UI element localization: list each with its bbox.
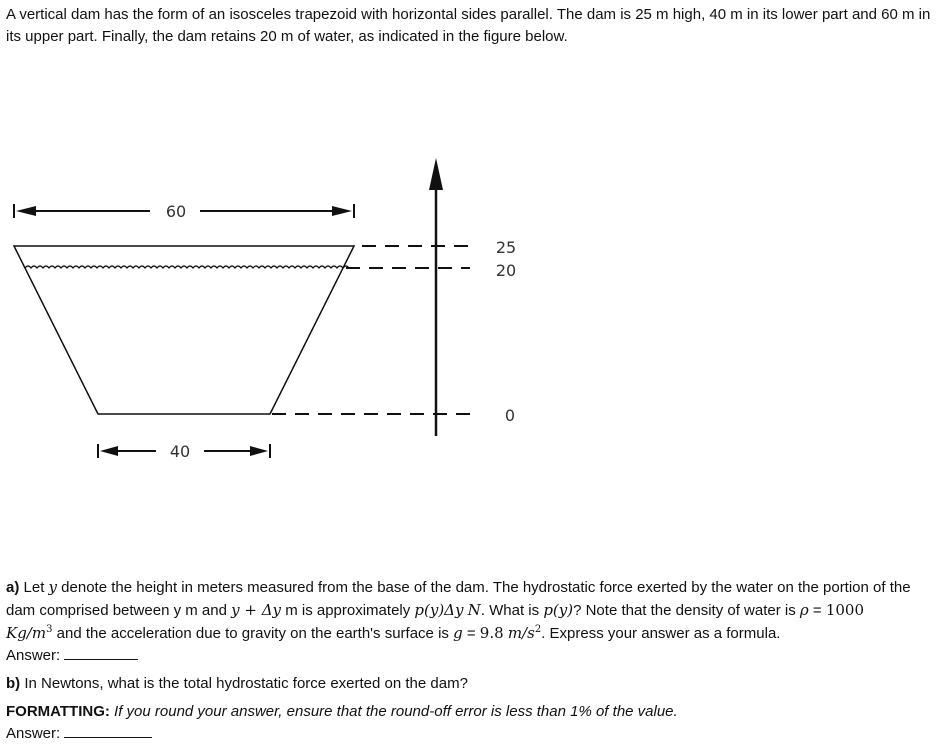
axis-label-25: 25 <box>495 238 517 257</box>
part-b-question <box>6 673 932 695</box>
axis-arrow-icon <box>429 158 443 190</box>
part-b-answer-label: Answer: <box>6 725 65 742</box>
part-a-answer-blank[interactable] <box>64 645 138 660</box>
part-a-text-8: . Express your answer as a formula. <box>541 625 781 642</box>
formatting-text: If you round your answer, ensure that the round-off error is less than 1% of the value. <box>109 703 678 720</box>
equals-1: = <box>808 602 826 619</box>
expr-p-y: p(y) <box>543 601 574 619</box>
equals-2: = <box>462 625 480 642</box>
part-b-answer-blank[interactable] <box>64 723 152 738</box>
g-value: 9.8 <box>479 624 504 642</box>
unit-kg-exp: 3 <box>46 624 53 635</box>
part-a-label: a) <box>6 579 20 596</box>
var-y: y <box>48 578 58 596</box>
unit-m-s-exp: 2 <box>534 624 542 635</box>
part-a-text-7: and the acceleration due to gravity on the earth's surface is <box>52 625 454 642</box>
unit-kg-m: Kg/m <box>6 624 47 642</box>
part-a-question <box>6 576 932 645</box>
rho-value: 1000 <box>825 601 865 619</box>
part-b-label: b) <box>6 675 21 692</box>
dashed-guides <box>272 246 470 414</box>
expr-y-plus-dy: y + Δy <box>231 601 282 619</box>
top-width-dimension <box>14 202 354 221</box>
var-rho: ρ <box>799 601 809 619</box>
part-a-text-1: Let <box>19 579 49 596</box>
expr-p-y-dy: p(y)Δy <box>414 601 464 619</box>
unit-n: N <box>467 601 481 619</box>
bottom-width-label: 40 <box>169 442 191 461</box>
part-a-answer-label: Answer: <box>6 647 65 664</box>
part-a-text-4: m is approximately <box>281 602 415 619</box>
dam-trapezoid <box>14 246 354 414</box>
part-a-text-2: denote the height in meters measured from the base of the dam. The hydrostatic force exerted by the water on the portion of the dam comprised between <box>6 579 911 619</box>
bottom-width-dimension <box>98 442 270 461</box>
part-a-text-5: . What is <box>480 602 544 619</box>
height-axis <box>429 158 443 436</box>
top-width-label: 60 <box>165 202 187 221</box>
part-a-text-3: and <box>197 602 232 619</box>
problem-intro: A vertical dam has the form of an isosceles trapezoid with horizontal sides parallel. The dam is 25 m high, 40 m in its lower part and 60 m in its upper part. Finally, the dam retains 20 m of water, as indicated in the figure below. <box>6 6 931 45</box>
part-a-answer-row <box>6 645 932 667</box>
water-surface <box>25 266 349 268</box>
questions <box>6 576 932 745</box>
part-b-answer-row <box>6 723 932 745</box>
axis-label-0: 0 <box>504 406 516 425</box>
formatting-label: FORMATTING: <box>6 703 110 720</box>
formatting-note <box>6 701 932 723</box>
part-a-text-6: ? Note that the density of water is <box>573 602 800 619</box>
axis-label-20: 20 <box>495 261 517 280</box>
unit-m-s: m/s <box>507 624 535 642</box>
part-b-text: In Newtons, what is the total hydrostatic force exerted on the dam? <box>20 675 468 692</box>
expr-y-m: y m <box>173 602 198 619</box>
dam-figure <box>0 150 540 470</box>
var-g: g <box>453 624 463 642</box>
